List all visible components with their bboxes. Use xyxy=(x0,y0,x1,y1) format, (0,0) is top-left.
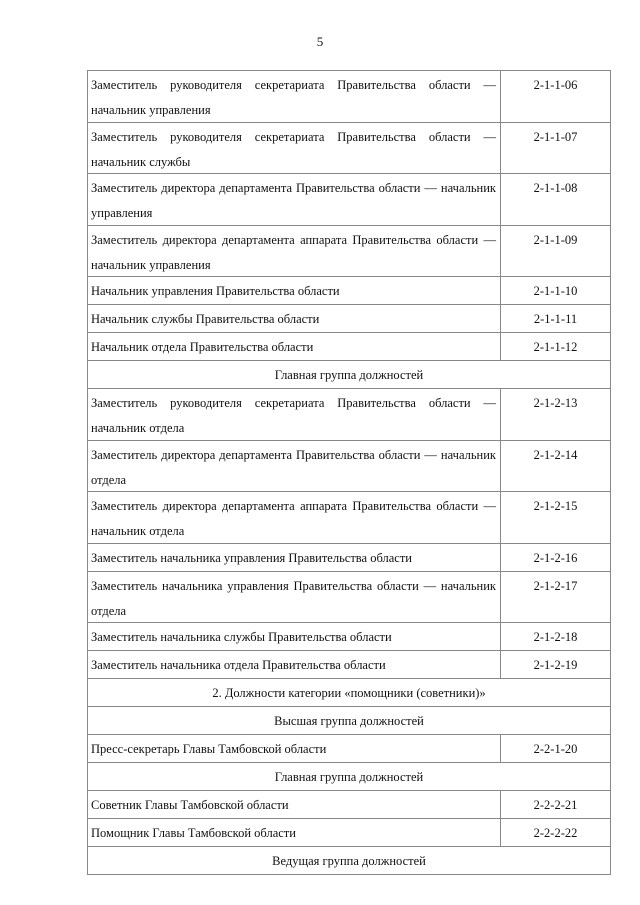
table-row xyxy=(88,651,610,679)
position-code: 2-1-1-09 xyxy=(533,232,578,247)
position-name: Заместитель начальника службы Правительства области xyxy=(88,623,501,650)
position-code: 2-1-2-13 xyxy=(533,396,578,410)
position-name: Заместитель руководителя секретариата Правительства области — начальник отдела xyxy=(88,389,501,440)
table-row xyxy=(88,389,610,441)
group-header-row xyxy=(88,763,610,791)
table-row xyxy=(88,623,610,651)
position-code: 2-1-1-12 xyxy=(533,340,578,354)
table-row xyxy=(88,492,610,544)
position-code: 2-1-2-15 xyxy=(533,499,578,513)
position-code: 2-1-2-16 xyxy=(533,550,578,565)
group-header: 2. Должности категории «помощники (советники)» xyxy=(212,686,486,700)
table-row xyxy=(88,819,610,847)
position-name: Заместитель руководителя секретариата Правительства области — начальник управления xyxy=(88,71,501,122)
position-name: Заместитель начальника управления Правительства области — начальник отдела xyxy=(88,572,501,623)
position-code: 2-1-1-10 xyxy=(533,284,578,298)
position-name: Заместитель директора департамента аппарата Правительства области — начальник отдела xyxy=(88,492,501,543)
position-name: Советник Главы Тамбовской области xyxy=(88,791,501,818)
position-code: 2-1-2-19 xyxy=(533,658,578,672)
position-name: Пресс-секретарь Главы Тамбовской области xyxy=(88,735,501,762)
position-name: Заместитель директора департамента Правительства области — начальник управления xyxy=(88,174,501,225)
position-name: Начальник управления Правительства области xyxy=(88,277,501,304)
position-name: Заместитель директора департамента аппарата Правительства области — начальник управления xyxy=(88,226,501,277)
position-name: Начальник отдела Правительства области xyxy=(88,333,501,360)
position-code: 2-2-2-22 xyxy=(533,826,578,840)
table-row xyxy=(88,71,610,123)
position-name: Заместитель руководителя секретариата Правительства области — начальник службы xyxy=(88,123,501,174)
position-code: 2-1-1-06 xyxy=(533,78,578,92)
position-name: Начальник службы Правительства области xyxy=(88,305,501,332)
group-header: Главная группа должностей xyxy=(274,368,424,382)
table-row xyxy=(88,544,610,572)
group-header-row xyxy=(88,707,610,735)
table-row xyxy=(88,174,610,226)
position-name: Помощник Главы Тамбовской области xyxy=(88,819,501,846)
position-code: 2-2-2-21 xyxy=(533,798,578,812)
table-row xyxy=(88,123,610,175)
position-code: 2-1-2-17 xyxy=(533,578,578,593)
position-code: 2-1-1-08 xyxy=(533,181,578,195)
table-row xyxy=(88,305,610,333)
group-header-row xyxy=(88,679,610,707)
table-row xyxy=(88,441,610,493)
group-header: Главная группа должностей xyxy=(274,770,424,784)
group-header: Высшая группа должностей xyxy=(274,714,424,728)
position-name: Заместитель начальника управления Правительства области xyxy=(88,544,501,571)
table-row xyxy=(88,333,610,361)
position-name: Заместитель директора департамента Правительства области — начальник отдела xyxy=(88,441,501,492)
page-number: 5 xyxy=(316,34,324,49)
group-header: Ведущая группа должностей xyxy=(272,854,426,868)
position-name: Заместитель начальника отдела Правительства области xyxy=(88,651,501,678)
position-code: 2-1-2-18 xyxy=(533,630,578,644)
table-row xyxy=(88,791,610,819)
table-row xyxy=(88,572,610,624)
table-row xyxy=(88,226,610,278)
position-code: 2-1-2-14 xyxy=(533,447,578,462)
table-row xyxy=(88,735,610,763)
group-header-row xyxy=(88,361,610,389)
table-row xyxy=(88,277,610,305)
position-code: 2-1-1-11 xyxy=(533,312,578,326)
position-code: 2-1-1-07 xyxy=(533,129,578,144)
group-header-row xyxy=(88,847,610,875)
positions-table xyxy=(87,70,611,875)
position-code: 2-2-1-20 xyxy=(533,742,578,756)
